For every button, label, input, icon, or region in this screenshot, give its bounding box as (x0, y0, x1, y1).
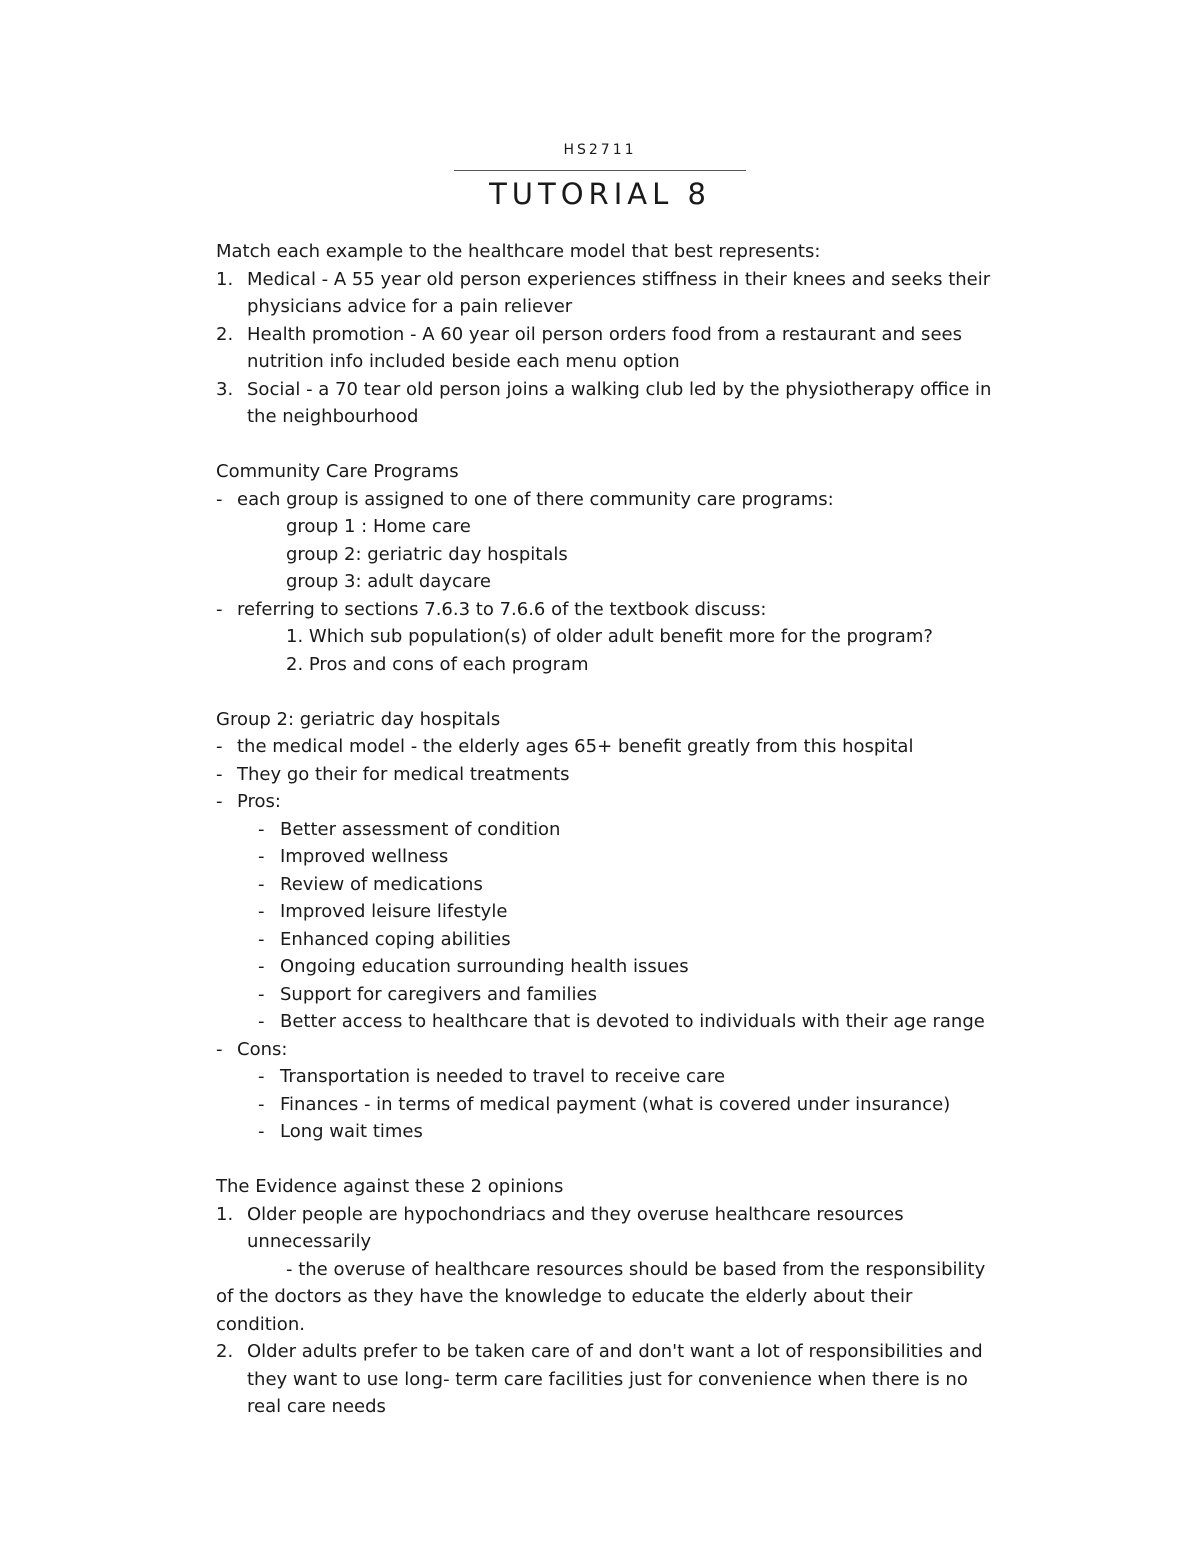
section-heading: The Evidence against these 2 opinions (216, 1176, 564, 1197)
evidence-item-2 (216, 1338, 996, 1421)
pros-item: Ongoing education surrounding health issues (280, 956, 689, 977)
list-item-text: Health promotion - A 60 year oil person orders food from a restaurant and sees (247, 323, 962, 345)
document-body (216, 238, 996, 1421)
pros-item: Enhanced coping abilities (280, 928, 511, 950)
bullet-dash: - (258, 846, 265, 867)
bullet-dash: - (258, 901, 265, 922)
bullet-dash: - (258, 1066, 265, 1087)
response-text: condition. (216, 1313, 305, 1335)
list-item-text: they want to use long- term care facilities just for convenience when there is no (247, 1368, 968, 1390)
list-item-text: physicians advice for a pain reliever (247, 296, 573, 317)
response-text: - the overuse of healthcare resources should be based from the responsibility (286, 1258, 986, 1280)
cons-label: Cons: (237, 1038, 288, 1060)
pros-item: Improved leisure lifestyle (280, 901, 508, 922)
group-line: group 3: adult daycare (286, 571, 491, 592)
list-item-text: nutrition info included beside each menu option (247, 351, 680, 372)
bullet-dash: - (216, 763, 223, 785)
pros-item: Review of medications (280, 873, 483, 895)
bullet-dash: - (258, 873, 265, 895)
group-line: group 2: geriatric day hospitals (286, 543, 568, 565)
response-text: of the doctors as they have the knowledge to educate the elderly about their (216, 1286, 913, 1307)
list-number: 2. (216, 1341, 234, 1362)
bullet-text: referring to sections 7.6.3 to 7.6.6 of the textbook discuss: (237, 598, 767, 620)
bullet-dash: - (258, 1093, 265, 1115)
bullet-dash: - (216, 1038, 223, 1060)
list-item-text: Medical - A 55 year old person experiences stiffness in their knees and seeks their (247, 268, 991, 290)
match-item-3 (216, 376, 996, 431)
bullet-dash: - (258, 1011, 265, 1032)
section-heading: Group 2: geriatric day hospitals (216, 708, 501, 730)
match-item-2 (216, 321, 996, 376)
bullet-dash: - (216, 488, 223, 510)
question-line: 1. Which sub population(s) of older adult benefit more for the program? (286, 626, 933, 647)
section-heading: Community Care Programs (216, 461, 459, 482)
cons-item: Long wait times (280, 1121, 423, 1142)
bullet-dash: - (258, 928, 265, 950)
list-number: 1. (216, 268, 234, 290)
course-code: HS2711 (563, 142, 637, 158)
bullet-dash: - (258, 818, 265, 840)
cons-item: Finances - in terms of medical payment (what is covered under insurance) (280, 1093, 951, 1115)
pros-label: Pros: (237, 791, 281, 812)
list-number: 2. (216, 323, 234, 345)
pros-item: Improved wellness (280, 846, 449, 867)
group-line: group 1 : Home care (286, 516, 471, 537)
title-divider (454, 170, 746, 171)
match-item-1 (216, 266, 996, 321)
pros-item: Support for caregivers and families (280, 983, 597, 1005)
bullet-text: the medical model - the elderly ages 65+ benefit greatly from this hospital (237, 736, 914, 757)
pros-item: Better assessment of condition (280, 818, 561, 840)
list-item-text: the neighbourhood (247, 406, 419, 427)
list-item-text: Social - a 70 tear old person joins a walking club led by the physiotherapy office in (247, 378, 992, 400)
list-item-text: Older people are hypochondriacs and they overuse healthcare resources (247, 1203, 904, 1225)
bullet-dash: - (216, 791, 223, 812)
bullet-dash: - (216, 736, 223, 757)
list-number: 1. (216, 1203, 234, 1225)
spacer (216, 431, 996, 459)
list-item-text: unnecessarily (247, 1231, 372, 1252)
bullet-dash: - (258, 956, 265, 977)
bullet-text: They go their for medical treatments (237, 763, 570, 785)
list-item-text: real care needs (247, 1396, 386, 1417)
spacer (216, 678, 996, 706)
evidence-response-1 (216, 1256, 996, 1339)
bullet-text: each group is assigned to one of there community care programs: (237, 488, 834, 510)
match-intro: Match each example to the healthcare model that best represents: (216, 241, 821, 262)
question-line: 2. Pros and cons of each program (286, 653, 589, 675)
pros-item: Better access to healthcare that is devoted to individuals with their age range (280, 1011, 985, 1032)
page-title: TUTORIAL 8 (489, 177, 711, 211)
bullet-dash: - (258, 1121, 265, 1142)
spacer (216, 1146, 996, 1174)
evidence-item-1 (216, 1201, 996, 1256)
cons-item: Transportation is needed to travel to receive care (280, 1066, 726, 1087)
list-number: 3. (216, 378, 234, 400)
bullet-dash: - (258, 983, 265, 1005)
bullet-dash: - (216, 598, 223, 620)
list-item-text: Older adults prefer to be taken care of and don't want a lot of responsibilities and (247, 1341, 983, 1362)
